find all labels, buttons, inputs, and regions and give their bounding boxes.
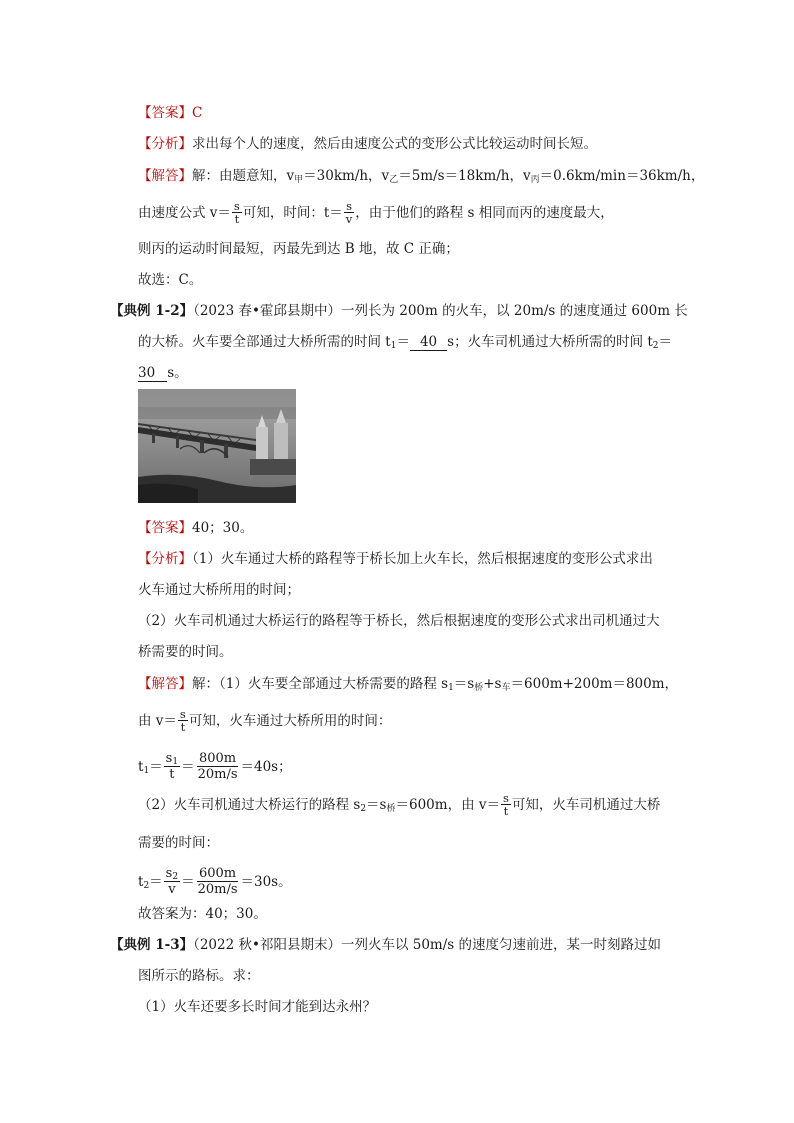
example-1-2-line-3: 30 s。	[138, 365, 188, 381]
answer-blank-1: 40	[410, 334, 447, 351]
solution-line-1: 【解答】解：由题意知，$v_甲=30km/h$，$v_乙=5m/s=18km/h$，$v_丙=0.6km/\min=36km/h$，	[138, 168, 705, 185]
solution2-line-1: 【解答】解：（1）火车要全部通过大桥需要的路程 $s_1=s_桥+s_车=600m+200m=800m$，	[138, 676, 679, 693]
analysis-line-2b: 火车通过大桥所用的时间；	[138, 582, 300, 598]
example-tag: 【典例 1-3】	[110, 937, 194, 953]
solution2-line-5: 故答案为：40；30。	[138, 906, 267, 922]
fraction-600m-over-20ms: $\frac{600m}{20m/s}$	[197, 866, 238, 897]
answer-value: 40；30。	[192, 520, 254, 536]
example-1-3-line-2: 图所示的路标。求：	[138, 968, 260, 984]
fraction-s1-over-t: $\frac{s_1}{t}$	[165, 751, 179, 782]
solution2-line-3: （2）火车司机通过大桥运行的路程 $s_2=s_桥=600m$，由 v＝ $\frac{s}{t}$ 可知，火车司机通过大桥	[138, 791, 661, 818]
solution-tag: 【解答】	[138, 168, 192, 184]
answer-line-1	[138, 104, 202, 122]
bridge-image	[138, 389, 296, 503]
example-1-3-line-1: 【典例 1-3】（2022 秋•祁阳县期末）一列火车以 50m/s 的速度匀速前进，某一时刻路过如	[110, 937, 661, 953]
solution2-line-2: 由 v＝ $\frac{s}{t}$ 可知，火车通过大桥所用的时间：	[138, 707, 392, 734]
answer-line-2	[138, 519, 253, 537]
solution-line-3: 则丙的运动时间最短，丙最先到达 B 地，故 C 正确；	[138, 241, 459, 257]
analysis-line-2c: （2）火车司机通过大桥运行的路程等于桥长，然后根据速度的变形公式求出司机通过大	[138, 613, 660, 629]
fraction-s-over-t: $\frac{s}{t}$	[179, 707, 186, 734]
example-1-3-line-3: （1）火车还要多长时间才能到达永州？	[138, 999, 377, 1015]
analysis-line-1	[138, 135, 597, 153]
equation-t2: $t_2=$ $\frac{s_2}{v}$ ＝ $\frac{600m}{20m/s}$ ＝30s。	[138, 866, 292, 897]
fraction-s-over-t: $\frac{s}{t}$	[503, 791, 509, 818]
solution-line-4: 故选：C。	[138, 272, 203, 288]
answer-tag: 【答案】	[138, 520, 192, 536]
solution2-line-4: 需要的时间：	[138, 835, 219, 851]
example-1-2-line-1: 【典例 1-2】（2023 春•霍邱县期中）一列长为 200m 的火车，以 20m/s 的速度通过 600m 长	[110, 303, 688, 319]
solution-tag: 【解答】	[138, 676, 192, 692]
solution-line-2: 由速度公式 v＝ $\frac{s}{t}$ 可知，时间：t＝ $\frac{s}{v}$ ，由于他们的路程 s 相同而丙的速度最大，	[138, 199, 614, 226]
example-tag: 【典例 1-2】	[110, 303, 194, 319]
fraction-s-over-v: $\frac{s}{v}$	[345, 199, 353, 226]
bridge-photo	[138, 389, 296, 503]
analysis-text: 求出每个人的速度，然后由速度公式的变形公式比较运动时间长短。	[192, 136, 597, 152]
analysis-line-2d: 桥需要的时间。	[138, 644, 233, 660]
example-1-2-line-2: 的大桥。火车要全部通过大桥所需的时间 $t_1= 40$ s；火车司机通过大桥所需的时间 $t_2=$	[138, 334, 673, 351]
answer-tag: 【答案】	[138, 105, 192, 121]
fraction-s2-over-v: $\frac{s_2}{v}$	[165, 866, 179, 897]
analysis-line-2a: 【分析】（1）火车通过大桥的路程等于桥长加上火车长，然后根据速度的变形公式求出	[138, 551, 653, 567]
answer-blank-2: 30	[138, 365, 167, 382]
analysis-tag: 【分析】	[138, 551, 192, 567]
fraction-s-over-t: $\frac{s}{t}$	[233, 199, 240, 226]
fraction-800m-over-20ms: $\frac{800m}{20m/s}$	[197, 751, 238, 782]
answer-value: C	[192, 105, 203, 121]
equation-t1: $t_1=$ $\frac{s_1}{t}$ ＝ $\frac{800m}{20m/s}$ ＝40s；	[138, 751, 292, 782]
analysis-tag: 【分析】	[138, 136, 192, 152]
